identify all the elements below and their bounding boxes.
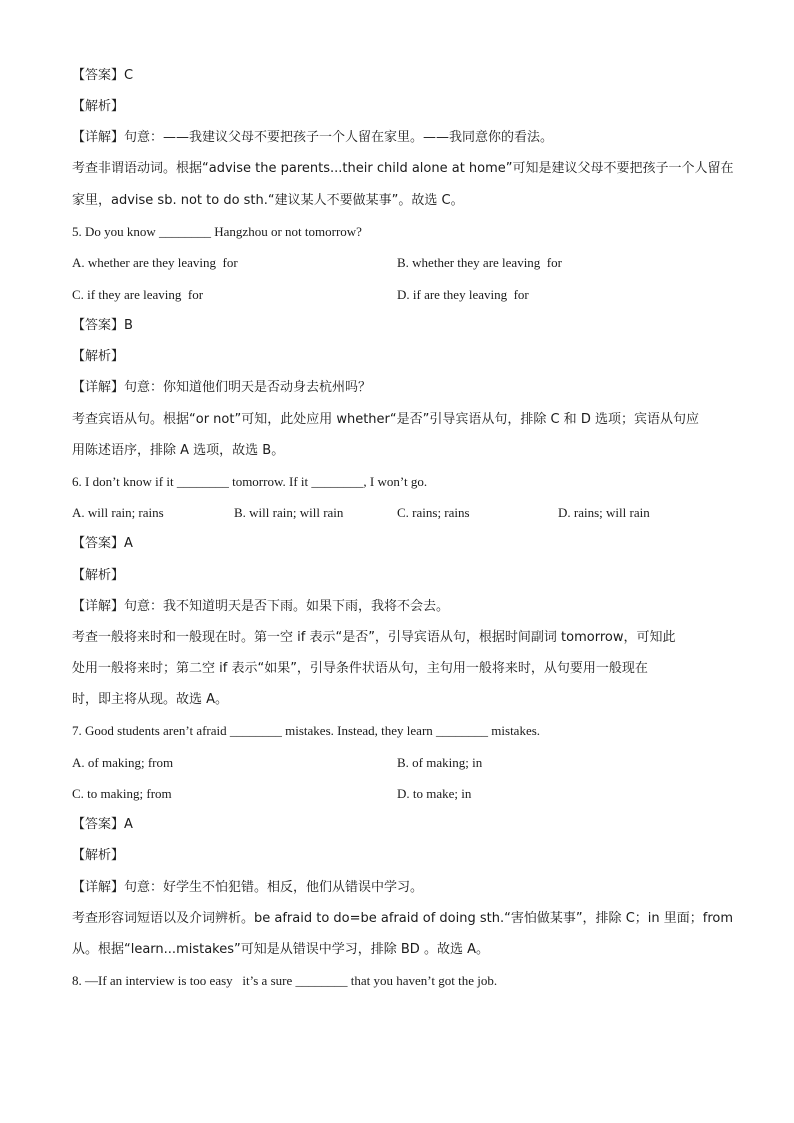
q4-answer: 【答案】C bbox=[72, 68, 134, 83]
q4-detail: 【详解】句意：——我建议父母不要把孩子一个人留在家里。——我同意你的看法。 bbox=[72, 130, 554, 145]
q6-answer: 【答案】A bbox=[72, 536, 133, 551]
q7-option-c: C. to making; from bbox=[72, 786, 172, 801]
q7-option-d: D. to make; in bbox=[397, 786, 472, 801]
q7-explanation-line-2: 从。根据“learn...mistakes”可知是从错误中学习，排除 BD 。故选 A。 bbox=[72, 942, 489, 957]
q6-option-b: B. will rain; will rain bbox=[234, 505, 344, 520]
q7-option-b: B. of making; in bbox=[397, 755, 483, 770]
q8-stem: 8. —If an interview is too easy it’s a sure ________ that you haven’t got the job. bbox=[72, 973, 498, 988]
q5-explanation-line-1: 考查宾语从句。根据“or not”可知，此处应用 whether“是否”引导宾语从句，排除 C 和 D 选项；宾语从句应 bbox=[72, 412, 699, 427]
q7-explanation-line-1: 考查形容词短语以及介词辨析。be afraid to do=be afraid of doing sth.“害怕做某事”，排除 C；in 里面；from bbox=[72, 911, 734, 926]
q6-analysis-heading: 【解析】 bbox=[72, 568, 125, 583]
q5-answer: 【答案】B bbox=[72, 318, 133, 333]
q6-option-c: C. rains; rains bbox=[397, 505, 470, 520]
q5-option-d: D. if are they leaving for bbox=[397, 287, 529, 302]
q5-option-a: A. whether are they leaving for bbox=[72, 255, 238, 270]
q5-analysis-heading: 【解析】 bbox=[72, 349, 125, 364]
q7-stem: 7. Good students aren’t afraid ________ mistakes. Instead, they learn ________ mistakes. bbox=[72, 723, 541, 738]
q7-answer: 【答案】A bbox=[72, 817, 133, 832]
q6-explanation-line-2: 处用一般将来时；第二空 if 表示“如果”，引导条件状语从句，主句用一般将来时，从句要用一般现在 bbox=[72, 661, 648, 676]
q6-explanation-line-3: 时，即主将从现。故选 A。 bbox=[72, 692, 229, 707]
q6-explanation-line-1: 考查一般将来时和一般现在时。第一空 if 表示“是否”，引导宾语从句，根据时间副词 tomorrow，可知此 bbox=[72, 630, 676, 645]
q6-detail: 【详解】句意：我不知道明天是否下雨。如果下雨，我将不会去。 bbox=[72, 599, 450, 614]
q5-stem: 5. Do you know ________ Hangzhou or not tomorrow? bbox=[72, 224, 362, 239]
q5-option-b: B. whether they are leaving for bbox=[397, 255, 562, 270]
q4-analysis-heading: 【解析】 bbox=[72, 99, 125, 114]
q7-detail: 【详解】句意：好学生不怕犯错。相反，他们从错误中学习。 bbox=[72, 880, 424, 895]
q7-option-a: A. of making; from bbox=[72, 755, 174, 770]
q7-analysis-heading: 【解析】 bbox=[72, 848, 125, 863]
q5-option-c: C. if they are leaving for bbox=[72, 287, 204, 302]
q5-detail: 【详解】句意：你知道他们明天是否动身去杭州吗？ bbox=[72, 380, 372, 395]
q4-explanation-line-2: 家里，advise sb. not to do sth.“建议某人不要做某事”。故选 C。 bbox=[72, 193, 464, 208]
q6-stem: 6. I don’t know if it ________ tomorrow. If it ________, I won’t go. bbox=[72, 474, 428, 489]
q4-explanation-line-1: 考查非谓语动词。根据“advise the parents...their child alone at home”可知是建议父母不要把孩子一个人留在 bbox=[72, 161, 734, 176]
q5-explanation-line-2: 用陈述语序，排除 A 选项，故选 B。 bbox=[72, 443, 285, 458]
q6-option-a: A. will rain; rains bbox=[72, 505, 164, 520]
q6-option-d: D. rains; will rain bbox=[558, 505, 650, 520]
